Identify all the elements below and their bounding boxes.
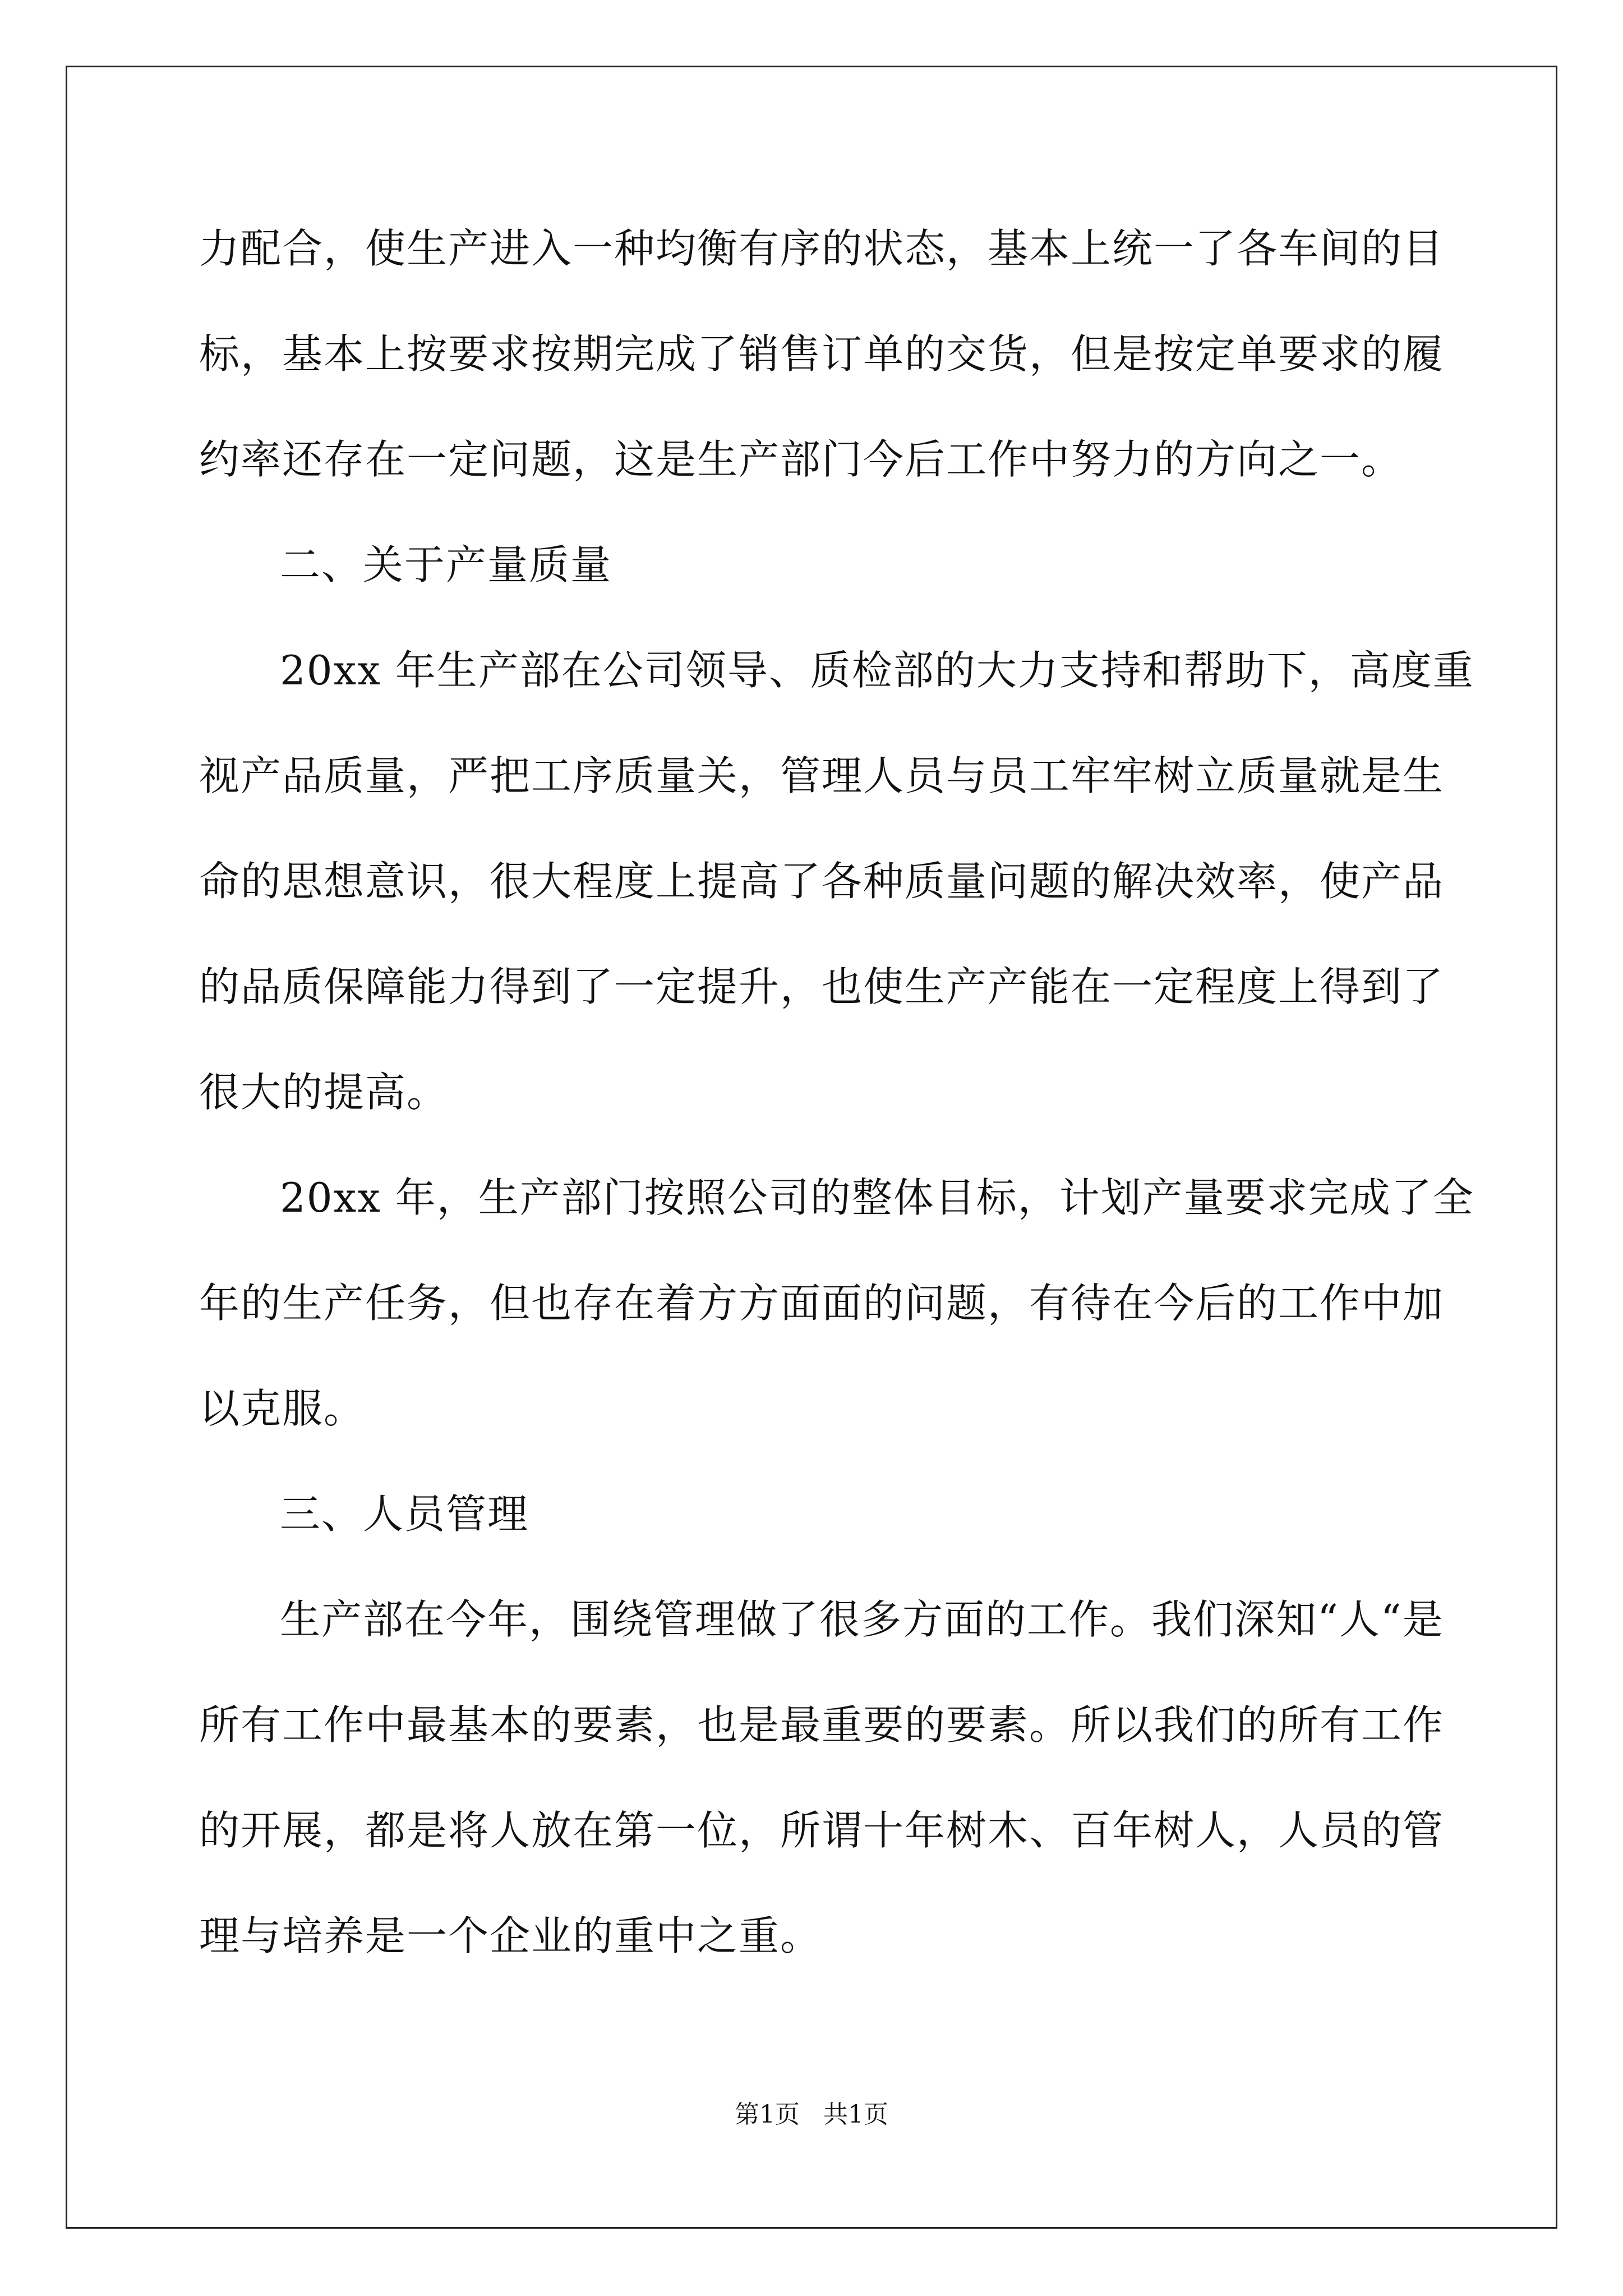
paragraph-line: 生产部在今年，围绕管理做了很多方面的工作。我们深知“人“是	[280, 1596, 1444, 1643]
paragraph-line: 力配合，使生产进入一种均衡有序的状态，基本上统一了各车间的目	[199, 225, 1445, 272]
paragraph-line: 以克服。	[199, 1385, 366, 1432]
paragraph-line: 20xx 年，生产部门按照公司的整体目标，计划产量要求完成了全	[280, 1174, 1474, 1221]
section-heading: 三、人员管理	[280, 1490, 529, 1538]
paragraph-line: 命的思想意识，很大程度上提高了各种质量问题的解决效率，使产品	[199, 858, 1445, 905]
paragraph-line: 的品质保障能力得到了一定提升，也使生产产能在一定程度上得到了	[199, 963, 1445, 1010]
page-number-footer: 第1页 共1页	[735, 2100, 888, 2129]
paragraph-line: 所有工作中最基本的要素，也是最重要的要素。所以我们的所有工作	[199, 1701, 1445, 1749]
paragraph-line: 标，基本上按要求按期完成了销售订单的交货，但是按定单要求的履	[199, 330, 1445, 378]
paragraph-line: 年的生产任务，但也存在着方方面面的问题，有待在今后的工作中加	[199, 1280, 1445, 1327]
paragraph-line: 的开展，都是将人放在第一位，所谓十年树木、百年树人，人员的管	[199, 1807, 1445, 1854]
paragraph-line: 约率还存在一定问题，这是生产部门今后工作中努力的方向之一。	[199, 436, 1403, 483]
paragraph-line: 理与培养是一个企业的重中之重。	[199, 1912, 822, 1959]
section-heading: 二、关于产量质量	[280, 541, 612, 588]
paragraph-line: 视产品质量，严把工序质量关，管理人员与员工牢牢树立质量就是生	[199, 752, 1445, 799]
page-border	[66, 66, 1557, 2229]
paragraph-line: 很大的提高。	[199, 1069, 449, 1116]
paragraph-line: 20xx 年生产部在公司领导、质检部的大力支持和帮助下，高度重	[280, 647, 1474, 694]
